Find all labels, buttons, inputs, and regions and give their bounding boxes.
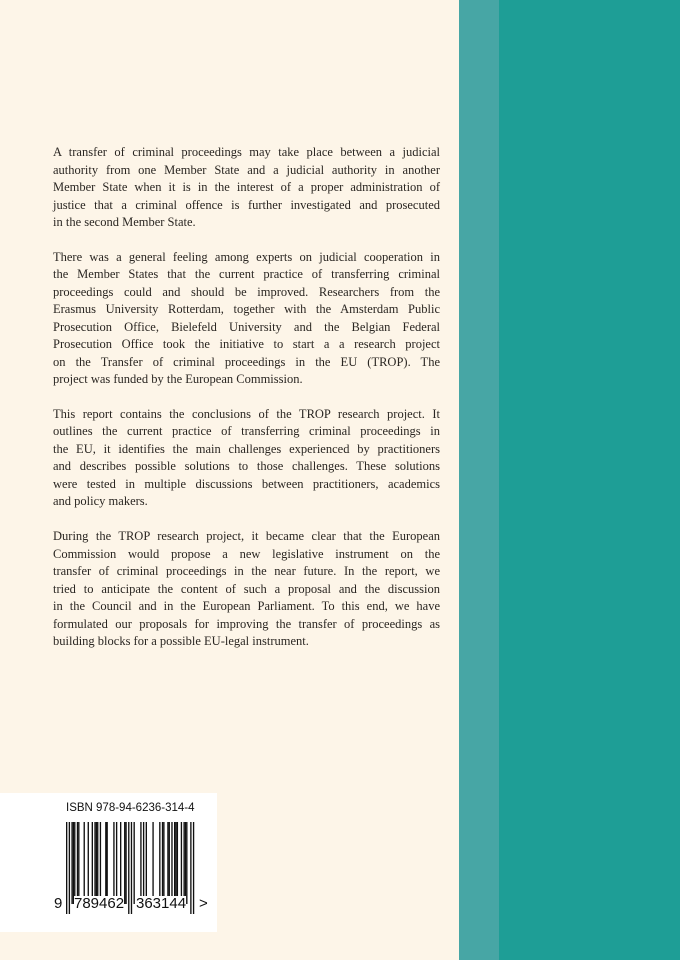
text-line: tried to anticipate the content of such a proposal and the discussion bbox=[53, 581, 440, 596]
barcode-right-digits: 363144 bbox=[136, 895, 187, 912]
barcode-bar bbox=[66, 822, 67, 914]
barcode-bar bbox=[120, 822, 121, 904]
barcode-bar bbox=[167, 822, 168, 904]
text-line: formulated our proposals for improving the transfer of proceedings as bbox=[53, 616, 440, 631]
paragraph bbox=[53, 406, 440, 511]
text-line: in the Council and in the European Parliament. To this end, we have bbox=[53, 599, 440, 614]
barcode-bar bbox=[181, 822, 182, 904]
text-line: outlines the current practice of transferring criminal proceedings in bbox=[53, 424, 440, 439]
barcode-first-digit: 9 bbox=[54, 895, 63, 912]
barcode-bar bbox=[107, 822, 108, 904]
barcode-bar bbox=[175, 822, 176, 904]
text-line: and describes possible solutions to those challenges. These solutions bbox=[53, 459, 440, 474]
barcode-bar bbox=[113, 822, 114, 904]
text-line: Member State when it is in the interest of a proper administration of bbox=[53, 180, 440, 194]
barcode-bar bbox=[134, 822, 135, 904]
barcode-bar bbox=[162, 822, 163, 904]
text-line: During the TROP research project, it became clear that the European bbox=[53, 529, 440, 544]
barcode-bar bbox=[92, 822, 93, 904]
text-line: the EU, it identifies the main challenges experienced by practitioners bbox=[53, 441, 440, 456]
barcode-bar bbox=[125, 822, 126, 904]
barcode-bar bbox=[97, 822, 98, 904]
text-line: in the second Member State. bbox=[53, 215, 196, 229]
barcode-bar bbox=[77, 822, 78, 904]
text-line: project was funded by the European Commission. bbox=[53, 372, 303, 387]
text-line: transfer of criminal proceedings in the near future. In the report, we bbox=[53, 564, 440, 579]
text-line: A transfer of criminal proceedings may take place between a judicial bbox=[53, 145, 440, 159]
text-line: Prosecution Office, Bielefeld University and the Belgian Federal bbox=[53, 319, 440, 334]
text-line: There was a general feeling among experts on judicial cooperation in bbox=[53, 249, 440, 264]
barcode-bar bbox=[84, 822, 85, 904]
barcode-bar bbox=[169, 822, 170, 904]
back-cover-blurb bbox=[53, 144, 440, 668]
paragraph bbox=[53, 249, 440, 389]
barcode-left-digits: 789462 bbox=[74, 895, 125, 912]
barcode-bar bbox=[116, 822, 117, 904]
text-line: Prosecution Office took the initiative to start a a research project bbox=[53, 337, 440, 352]
text-line: on the Transfer of criminal proceedings in the EU (TROP). The bbox=[53, 354, 440, 369]
barcode-bar bbox=[174, 822, 175, 904]
barcode-bar bbox=[105, 822, 106, 904]
barcode-bar bbox=[163, 822, 164, 904]
barcode-bar bbox=[124, 822, 125, 904]
barcode-bar bbox=[88, 822, 89, 904]
barcode-end-mark: > bbox=[199, 895, 208, 912]
barcode-bar bbox=[131, 822, 132, 914]
barcode-bar bbox=[94, 822, 95, 904]
isbn-barcode-box bbox=[0, 793, 217, 932]
text-line: Erasmus University Rotterdam, together with the Amsterdam Public bbox=[53, 302, 440, 317]
barcode-bar bbox=[185, 822, 186, 904]
barcode-bar bbox=[190, 822, 191, 914]
barcode-bar bbox=[152, 822, 153, 904]
text-line: building blocks for a possible EU-legal instrument. bbox=[53, 634, 309, 649]
barcode-bar bbox=[193, 822, 194, 914]
text-line: Commission would propose a new legislative instrument on the bbox=[53, 546, 440, 561]
text-line: the Member States that the current practice of transferring criminal bbox=[53, 267, 440, 282]
cover-spine-strip-dark bbox=[499, 0, 680, 960]
barcode-bar bbox=[69, 822, 70, 914]
isbn-label: ISBN 978-94-6236-314-4 bbox=[66, 802, 195, 814]
text-line: authority from one Member State and a judicial authority in another bbox=[53, 162, 440, 177]
barcode-bar bbox=[177, 822, 178, 904]
barcode-bar bbox=[143, 822, 144, 904]
text-line: This report contains the conclusions of the TROP research project. It bbox=[53, 406, 440, 421]
barcode-bar bbox=[159, 822, 160, 904]
cover-spine-strip-light bbox=[459, 0, 499, 960]
barcode-bar bbox=[140, 822, 141, 904]
barcode-bar bbox=[74, 822, 75, 904]
text-line: and policy makers. bbox=[53, 494, 148, 509]
barcode-bar bbox=[100, 822, 101, 904]
text-line: justice that a criminal offence is further investigated and prosecuted bbox=[53, 197, 440, 212]
barcode-bar bbox=[183, 822, 184, 904]
barcode-bar bbox=[96, 822, 97, 904]
paragraph bbox=[53, 144, 440, 232]
barcode-bar bbox=[171, 822, 172, 904]
barcode-bar bbox=[73, 822, 74, 904]
barcode-bar bbox=[146, 822, 147, 904]
text-line: proceedings could and should be improved. Researchers from the bbox=[53, 284, 440, 299]
barcode-bar bbox=[128, 822, 129, 914]
text-line: were tested in multiple discussions between practitioners, academics bbox=[53, 476, 440, 491]
barcode-bar bbox=[71, 822, 72, 904]
barcode-bar bbox=[186, 822, 187, 904]
barcode-bar bbox=[78, 822, 79, 904]
paragraph bbox=[53, 528, 440, 651]
